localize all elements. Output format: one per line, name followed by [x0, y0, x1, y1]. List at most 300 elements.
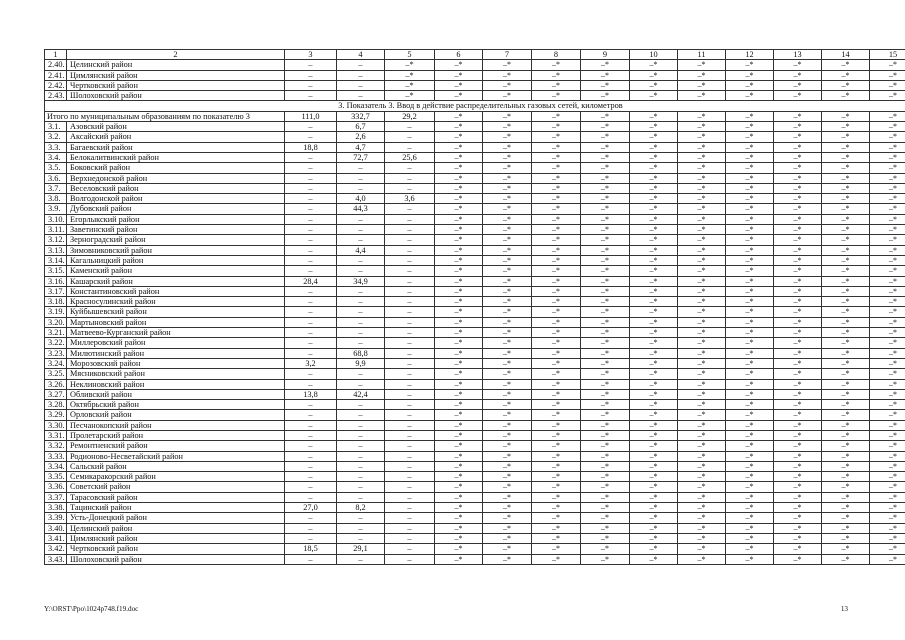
- value-cell: –: [285, 163, 337, 173]
- indicator-table: [44, 49, 905, 565]
- no-data-cell: –*: [822, 472, 870, 482]
- value-cell: –: [337, 297, 385, 307]
- no-data-cell: –*: [822, 173, 870, 183]
- no-data-cell: –*: [483, 503, 532, 513]
- district-name-cell: Кашарский район: [67, 276, 285, 286]
- no-data-cell: –*: [822, 492, 870, 502]
- value-cell: –: [337, 430, 385, 440]
- no-data-cell: –*: [822, 513, 870, 523]
- no-data-cell: –*: [483, 472, 532, 482]
- no-data-cell: –*: [822, 317, 870, 327]
- value-cell: –*: [385, 60, 435, 70]
- no-data-cell: –*: [774, 91, 822, 101]
- no-data-cell: –*: [870, 152, 905, 162]
- no-data-cell: –*: [870, 173, 905, 183]
- no-data-cell: –*: [532, 307, 581, 317]
- no-data-cell: –*: [483, 369, 532, 379]
- row-number-cell: 3.17.: [45, 286, 67, 296]
- value-cell: 44,3: [337, 204, 385, 214]
- no-data-cell: –*: [870, 60, 905, 70]
- no-data-cell: –*: [630, 194, 678, 204]
- no-data-cell: –*: [678, 122, 726, 132]
- no-data-cell: –*: [774, 441, 822, 451]
- total-value-cell: 111,0: [285, 111, 337, 121]
- row-number-cell: 3.1.: [45, 122, 67, 132]
- no-data-cell: –*: [483, 204, 532, 214]
- no-data-cell: –*: [678, 533, 726, 543]
- no-data-cell: –*: [532, 492, 581, 502]
- no-data-cell: –*: [483, 60, 532, 70]
- no-data-cell: –*: [726, 286, 774, 296]
- no-data-cell: –*: [483, 297, 532, 307]
- no-data-cell: –*: [774, 307, 822, 317]
- value-cell: –: [337, 317, 385, 327]
- district-name-cell: Сальский район: [67, 461, 285, 471]
- value-cell: –: [385, 235, 435, 245]
- column-number-cell: 7: [483, 50, 532, 60]
- row-number-cell: 3.43.: [45, 554, 67, 564]
- no-data-cell: –*: [870, 533, 905, 543]
- value-cell: –: [385, 266, 435, 276]
- no-data-cell: –*: [726, 379, 774, 389]
- no-data-cell: –*: [532, 410, 581, 420]
- row-number-cell: 3.2.: [45, 132, 67, 142]
- no-data-cell: –*: [726, 276, 774, 286]
- table-row: [45, 472, 905, 482]
- no-data-cell: –*: [435, 513, 483, 523]
- row-number-cell: 3.16.: [45, 276, 67, 286]
- no-data-cell: –*: [822, 482, 870, 492]
- value-cell: –: [337, 338, 385, 348]
- row-number-cell: 3.42.: [45, 544, 67, 554]
- district-name-cell: Егорлыкский район: [67, 214, 285, 224]
- district-name-cell: Миллеровский район: [67, 338, 285, 348]
- no-data-cell: –*: [678, 286, 726, 296]
- table-row: [45, 544, 905, 554]
- value-cell: –: [285, 204, 337, 214]
- value-cell: –: [385, 348, 435, 358]
- row-number-cell: 3.26.: [45, 379, 67, 389]
- no-data-cell: –*: [483, 441, 532, 451]
- no-data-cell: –*: [532, 317, 581, 327]
- no-data-cell: –*: [678, 358, 726, 368]
- value-cell: –: [385, 492, 435, 502]
- no-data-cell: –*: [435, 441, 483, 451]
- table-row: [45, 461, 905, 471]
- value-cell: –: [285, 379, 337, 389]
- no-data-cell: –*: [822, 122, 870, 132]
- no-data-cell: –*: [726, 389, 774, 399]
- row-number-cell: 3.7.: [45, 183, 67, 193]
- row-number-cell: 3.8.: [45, 194, 67, 204]
- no-data-cell: –*: [678, 152, 726, 162]
- value-cell: –: [285, 286, 337, 296]
- no-data-cell: –*: [726, 132, 774, 142]
- value-cell: –: [337, 173, 385, 183]
- no-data-cell: –*: [581, 358, 630, 368]
- district-name-cell: Ремонтненский район: [67, 441, 285, 451]
- table-row: [45, 328, 905, 338]
- district-name-cell: Цимлянский район: [67, 70, 285, 80]
- value-cell: –: [285, 214, 337, 224]
- table-row: [45, 420, 905, 430]
- no-data-cell: –*: [870, 410, 905, 420]
- no-data-cell: –*: [870, 266, 905, 276]
- no-data-cell: –*: [581, 286, 630, 296]
- no-data-cell: –*: [678, 255, 726, 265]
- no-data-cell: –*: [678, 194, 726, 204]
- no-data-cell: –*: [822, 245, 870, 255]
- no-data-cell: –*: [435, 317, 483, 327]
- no-data-cell: –*: [483, 122, 532, 132]
- no-data-cell: –*: [822, 80, 870, 90]
- row-number-cell: 3.12.: [45, 235, 67, 245]
- no-data-cell: –*: [532, 245, 581, 255]
- table-row: [45, 142, 905, 152]
- no-data-cell: –*: [870, 451, 905, 461]
- district-name-cell: Шолоховский район: [67, 554, 285, 564]
- no-data-cell: –*: [581, 523, 630, 533]
- no-data-cell: –*: [726, 461, 774, 471]
- no-data-cell: –*: [435, 60, 483, 70]
- no-data-cell: –*: [435, 451, 483, 461]
- no-data-cell: –*: [870, 317, 905, 327]
- no-data-cell: –*: [581, 204, 630, 214]
- no-data-cell: –*: [726, 410, 774, 420]
- row-number-cell: 3.3.: [45, 142, 67, 152]
- value-cell: 2,6: [337, 132, 385, 142]
- district-name-cell: Матвеево-Курганский район: [67, 328, 285, 338]
- no-data-cell: –*: [581, 410, 630, 420]
- no-data-cell: –*: [483, 266, 532, 276]
- value-cell: –: [385, 173, 435, 183]
- no-data-cell: –*: [630, 152, 678, 162]
- no-data-cell: –*: [483, 482, 532, 492]
- no-data-cell: –*: [678, 461, 726, 471]
- total-row: [45, 111, 905, 121]
- no-data-cell: –*: [435, 122, 483, 132]
- value-cell: –: [385, 533, 435, 543]
- value-cell: –: [285, 122, 337, 132]
- no-data-cell: –*: [581, 430, 630, 440]
- no-data-cell: –*: [435, 245, 483, 255]
- no-data-cell: –*: [532, 338, 581, 348]
- no-data-cell: –*: [678, 245, 726, 255]
- no-data-cell: –*: [870, 400, 905, 410]
- no-data-cell: –*: [630, 441, 678, 451]
- district-name-cell: Аксайский район: [67, 132, 285, 142]
- value-cell: –: [285, 482, 337, 492]
- value-cell: –*: [385, 70, 435, 80]
- row-number-cell: 3.33.: [45, 451, 67, 461]
- no-data-cell: –*: [822, 461, 870, 471]
- no-data-cell: –*: [630, 214, 678, 224]
- no-data-cell: –*: [630, 317, 678, 327]
- no-data-cell: –*: [532, 379, 581, 389]
- no-data-cell: –*: [581, 60, 630, 70]
- no-data-cell: –*: [483, 163, 532, 173]
- no-data-cell: –*: [870, 163, 905, 173]
- table-row: [45, 503, 905, 513]
- no-data-cell: –*: [630, 276, 678, 286]
- no-data-cell: –*: [630, 451, 678, 461]
- no-data-cell: –*: [483, 142, 532, 152]
- no-data-cell: –*: [483, 379, 532, 389]
- no-data-cell: –*: [726, 544, 774, 554]
- no-data-cell: –*: [774, 389, 822, 399]
- value-cell: –: [285, 152, 337, 162]
- value-cell: –: [385, 420, 435, 430]
- value-cell: –: [337, 266, 385, 276]
- no-data-cell: –*: [678, 91, 726, 101]
- no-data-cell: –*: [774, 451, 822, 461]
- no-data-cell: –*: [435, 307, 483, 317]
- no-data-cell: –*: [483, 348, 532, 358]
- no-data-cell: –*: [678, 379, 726, 389]
- no-data-cell: –*: [630, 245, 678, 255]
- no-data-cell: –*: [822, 194, 870, 204]
- value-cell: –: [385, 183, 435, 193]
- no-data-cell: –*: [483, 400, 532, 410]
- row-number-cell: 3.27.: [45, 389, 67, 399]
- no-data-cell: –*: [774, 255, 822, 265]
- no-data-cell: –*: [870, 111, 905, 121]
- table-row: [45, 214, 905, 224]
- district-name-cell: Песчанокопский район: [67, 420, 285, 430]
- district-name-cell: Зимовниковский район: [67, 245, 285, 255]
- total-value-cell: 29,2: [385, 111, 435, 121]
- column-number-cell: 14: [822, 50, 870, 60]
- no-data-cell: –*: [532, 441, 581, 451]
- value-cell: 4,4: [337, 245, 385, 255]
- no-data-cell: –*: [532, 513, 581, 523]
- table-row: [45, 276, 905, 286]
- no-data-cell: –*: [581, 348, 630, 358]
- no-data-cell: –*: [532, 163, 581, 173]
- value-cell: 4,7: [337, 142, 385, 152]
- no-data-cell: –*: [630, 358, 678, 368]
- no-data-cell: –*: [435, 461, 483, 471]
- value-cell: –: [385, 286, 435, 296]
- no-data-cell: –*: [483, 194, 532, 204]
- value-cell: –: [285, 297, 337, 307]
- no-data-cell: –*: [630, 410, 678, 420]
- no-data-cell: –*: [822, 111, 870, 121]
- no-data-cell: –*: [774, 317, 822, 327]
- no-data-cell: –*: [532, 369, 581, 379]
- no-data-cell: –*: [822, 286, 870, 296]
- value-cell: 34,9: [337, 276, 385, 286]
- no-data-cell: –*: [581, 214, 630, 224]
- row-number-cell: 2.42.: [45, 80, 67, 90]
- no-data-cell: –*: [678, 132, 726, 142]
- table-row: [45, 173, 905, 183]
- section-row: [45, 101, 905, 111]
- no-data-cell: –*: [581, 472, 630, 482]
- value-cell: –: [337, 410, 385, 420]
- district-name-cell: Боковский район: [67, 163, 285, 173]
- value-cell: –: [385, 503, 435, 513]
- row-number-cell: 3.20.: [45, 317, 67, 327]
- no-data-cell: –*: [870, 338, 905, 348]
- no-data-cell: –*: [630, 142, 678, 152]
- no-data-cell: –*: [483, 225, 532, 235]
- table-row: [45, 255, 905, 265]
- value-cell: –: [385, 379, 435, 389]
- value-cell: –: [385, 255, 435, 265]
- district-name-cell: Зерноградский район: [67, 235, 285, 245]
- value-cell: –: [385, 338, 435, 348]
- table-row: [45, 400, 905, 410]
- value-cell: –: [285, 60, 337, 70]
- no-data-cell: –*: [532, 255, 581, 265]
- column-number-header: [45, 50, 905, 60]
- value-cell: –: [285, 132, 337, 142]
- value-cell: –: [385, 204, 435, 214]
- no-data-cell: –*: [630, 132, 678, 142]
- section-title: 3. Показатель 3. Ввод в действие распределительных газовых сетей, километров: [45, 101, 905, 111]
- no-data-cell: –*: [726, 183, 774, 193]
- no-data-cell: –*: [870, 132, 905, 142]
- no-data-cell: –*: [630, 122, 678, 132]
- value-cell: –: [285, 523, 337, 533]
- value-cell: 18,5: [285, 544, 337, 554]
- row-number-cell: 3.21.: [45, 328, 67, 338]
- row-number-cell: 3.37.: [45, 492, 67, 502]
- district-name-cell: Заветинский район: [67, 225, 285, 235]
- no-data-cell: –*: [532, 204, 581, 214]
- value-cell: 3,2: [285, 358, 337, 368]
- no-data-cell: –*: [435, 389, 483, 399]
- column-number-cell: 13: [774, 50, 822, 60]
- no-data-cell: –*: [483, 554, 532, 564]
- no-data-cell: –*: [870, 430, 905, 440]
- district-name-cell: Тацинский район: [67, 503, 285, 513]
- no-data-cell: –*: [630, 338, 678, 348]
- no-data-cell: –*: [435, 297, 483, 307]
- district-name-cell: Обливский район: [67, 389, 285, 399]
- no-data-cell: –*: [581, 307, 630, 317]
- no-data-cell: –*: [678, 111, 726, 121]
- no-data-cell: –*: [678, 142, 726, 152]
- no-data-cell: –*: [678, 544, 726, 554]
- no-data-cell: –*: [630, 163, 678, 173]
- no-data-cell: –*: [630, 111, 678, 121]
- no-data-cell: –*: [678, 503, 726, 513]
- value-cell: –*: [385, 91, 435, 101]
- district-name-cell: Мясниковский район: [67, 369, 285, 379]
- table-row: [45, 235, 905, 245]
- no-data-cell: –*: [483, 461, 532, 471]
- no-data-cell: –*: [532, 472, 581, 482]
- no-data-cell: –*: [870, 80, 905, 90]
- no-data-cell: –*: [726, 400, 774, 410]
- table-row: [45, 91, 905, 101]
- row-number-cell: 3.10.: [45, 214, 67, 224]
- no-data-cell: –*: [435, 255, 483, 265]
- no-data-cell: –*: [435, 111, 483, 121]
- no-data-cell: –*: [726, 338, 774, 348]
- no-data-cell: –*: [678, 70, 726, 80]
- no-data-cell: –*: [822, 307, 870, 317]
- no-data-cell: –*: [870, 544, 905, 554]
- no-data-cell: –*: [483, 358, 532, 368]
- table-row: [45, 70, 905, 80]
- value-cell: –: [285, 410, 337, 420]
- district-name-cell: Верхнедонской район: [67, 173, 285, 183]
- district-name-cell: Советский район: [67, 482, 285, 492]
- no-data-cell: –*: [678, 441, 726, 451]
- no-data-cell: –*: [822, 503, 870, 513]
- value-cell: –: [285, 317, 337, 327]
- no-data-cell: –*: [678, 410, 726, 420]
- column-number-cell: 4: [337, 50, 385, 60]
- no-data-cell: –*: [532, 482, 581, 492]
- value-cell: –: [285, 91, 337, 101]
- district-name-cell: Мартыновский район: [67, 317, 285, 327]
- no-data-cell: –*: [726, 328, 774, 338]
- no-data-cell: –*: [581, 420, 630, 430]
- total-label: Итого по муниципальным образованиям по показателю 3: [45, 111, 285, 121]
- no-data-cell: –*: [678, 523, 726, 533]
- no-data-cell: –*: [435, 369, 483, 379]
- value-cell: –: [385, 544, 435, 554]
- no-data-cell: –*: [532, 400, 581, 410]
- no-data-cell: –*: [726, 297, 774, 307]
- value-cell: –*: [385, 80, 435, 90]
- row-number-cell: 3.18.: [45, 297, 67, 307]
- table-row: [45, 297, 905, 307]
- no-data-cell: –*: [774, 328, 822, 338]
- no-data-cell: –*: [483, 420, 532, 430]
- value-cell: –: [385, 554, 435, 564]
- no-data-cell: –*: [532, 348, 581, 358]
- value-cell: 3,6: [385, 194, 435, 204]
- value-cell: –: [385, 307, 435, 317]
- value-cell: –: [337, 214, 385, 224]
- page-number: 13: [840, 605, 848, 613]
- no-data-cell: –*: [630, 503, 678, 513]
- no-data-cell: –*: [435, 276, 483, 286]
- no-data-cell: –*: [678, 430, 726, 440]
- no-data-cell: –*: [774, 420, 822, 430]
- no-data-cell: –*: [774, 379, 822, 389]
- row-number-cell: 3.19.: [45, 307, 67, 317]
- no-data-cell: –*: [435, 410, 483, 420]
- no-data-cell: –*: [630, 533, 678, 543]
- no-data-cell: –*: [774, 297, 822, 307]
- no-data-cell: –*: [870, 204, 905, 214]
- no-data-cell: –*: [822, 348, 870, 358]
- table-row: [45, 245, 905, 255]
- no-data-cell: –*: [726, 163, 774, 173]
- no-data-cell: –*: [870, 122, 905, 132]
- no-data-cell: –*: [870, 235, 905, 245]
- no-data-cell: –*: [630, 255, 678, 265]
- no-data-cell: –*: [435, 379, 483, 389]
- value-cell: –: [337, 307, 385, 317]
- no-data-cell: –*: [774, 122, 822, 132]
- value-cell: –: [385, 451, 435, 461]
- value-cell: 25,6: [385, 152, 435, 162]
- no-data-cell: –*: [581, 132, 630, 142]
- no-data-cell: –*: [483, 235, 532, 245]
- value-cell: –: [385, 482, 435, 492]
- no-data-cell: –*: [435, 348, 483, 358]
- no-data-cell: –*: [774, 204, 822, 214]
- no-data-cell: –*: [822, 255, 870, 265]
- table-row: [45, 286, 905, 296]
